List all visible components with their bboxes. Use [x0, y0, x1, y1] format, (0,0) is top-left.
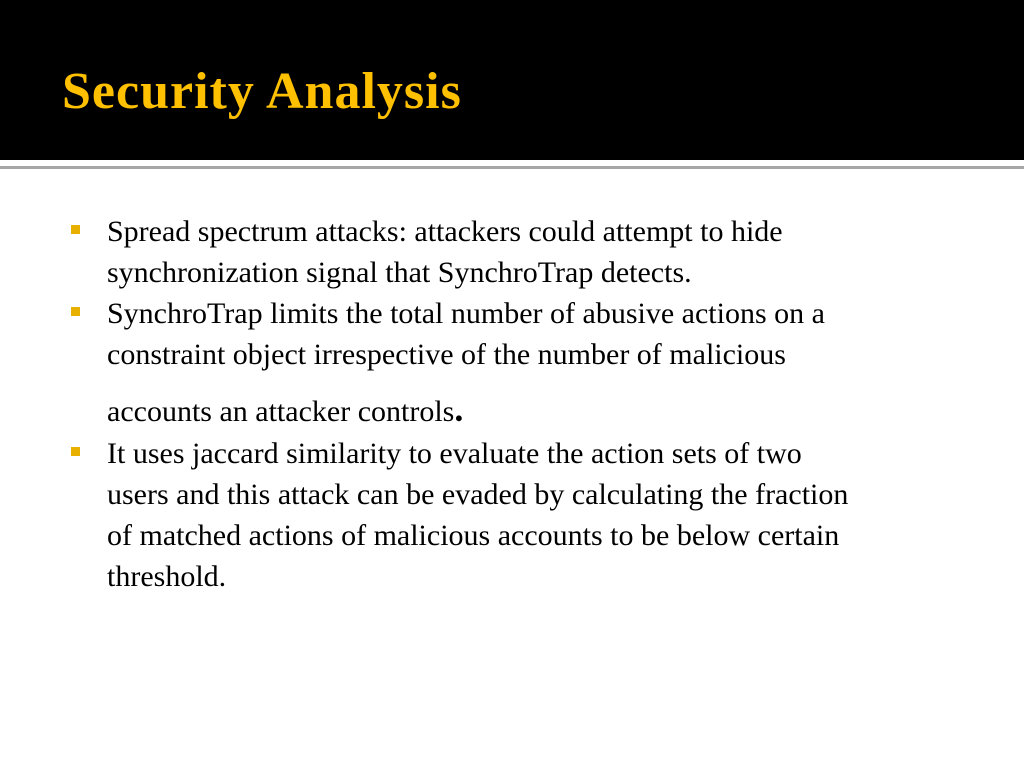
bullet-line — [107, 388, 970, 433]
bullet-line: of matched actions of malicious accounts to be below certain — [107, 519, 840, 552]
bullet-line: threshold. — [107, 560, 227, 593]
bullet-line: SynchroTrap limits the total number of abusive actions on a — [107, 297, 825, 330]
bullet-text — [107, 293, 970, 433]
bullet-text — [107, 211, 970, 293]
bullet-item-2 — [70, 293, 970, 433]
trailing-period: . — [454, 389, 464, 429]
bullet-line: It uses jaccard similarity to evaluate the action sets of two — [107, 437, 802, 470]
bullet-list — [70, 211, 970, 597]
bullet-line: users and this attack can be evaded by calculating the fraction — [107, 478, 849, 511]
bullet-line: Spread spectrum attacks: attackers could attempt to hide — [107, 215, 783, 248]
bullet-item-3 — [70, 433, 970, 597]
bullet-item-1 — [70, 211, 970, 293]
title-bar — [0, 0, 1024, 160]
square-bullet-icon — [71, 447, 80, 456]
square-bullet-icon — [71, 225, 80, 234]
bullet-line-text: accounts an attacker controls — [107, 395, 455, 428]
square-bullet-icon — [71, 307, 80, 316]
bullet-line: constraint object irrespective of the number of malicious — [107, 338, 786, 371]
bullet-text — [107, 433, 970, 597]
slide-title: Security Analysis — [62, 63, 462, 120]
divider-gray — [0, 166, 1024, 169]
bullet-line: synchronization signal that SynchroTrap detects. — [107, 256, 692, 289]
